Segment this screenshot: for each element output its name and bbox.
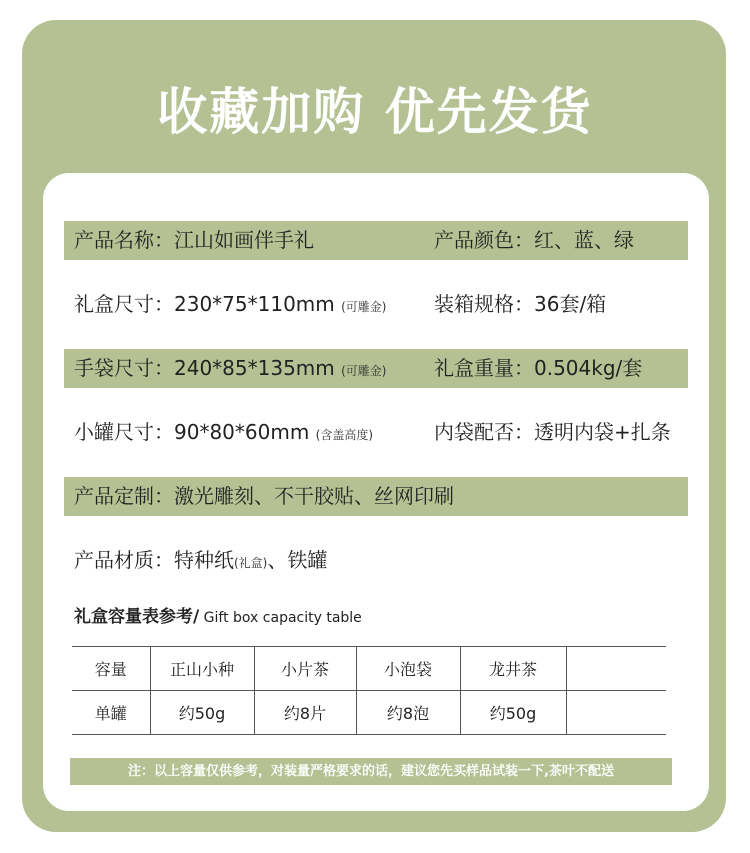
material-suffix: 、铁罐: [267, 548, 328, 572]
box-size: [74, 285, 387, 324]
bag-size-note: (可雕金): [341, 364, 387, 378]
spec-row-customization: [64, 477, 688, 516]
box-weight: 礼盒重量：0.504kg/套: [434, 356, 643, 380]
product-color: 产品颜色：红、蓝、绿: [434, 228, 634, 252]
box-size-note: (可雕金): [341, 300, 387, 314]
table-cell: [566, 691, 666, 735]
capacity-table-heading-cn: 礼盒容量表参考/: [74, 607, 200, 627]
bag-size: [74, 349, 387, 388]
table-cell: 容量: [72, 647, 150, 691]
material-value: 产品材质：特种纸: [74, 548, 234, 572]
material: [74, 541, 327, 580]
table-cell: 小泡袋: [356, 647, 460, 691]
table-cell: 小片茶: [254, 647, 356, 691]
capacity-table-heading: [74, 602, 362, 627]
spec-row-material: [64, 541, 688, 580]
material-note: (礼盒): [234, 556, 268, 570]
bag-size-value: 手袋尺寸：240*85*135mm: [74, 356, 342, 380]
inner-bag: 内袋配否：透明内袋+扎条: [434, 420, 671, 444]
capacity-table-heading-en: Gift box capacity table: [199, 610, 362, 626]
table-cell: 约8泡: [356, 691, 460, 735]
table-row: [72, 691, 666, 735]
capacity-note: 注：以上容量仅供参考，对装量严格要求的话，建议您先买样品试装一下,茶叶不配送: [70, 758, 672, 785]
product-name: 产品名称：江山如画伴手礼: [74, 228, 314, 252]
spec-row-name-color: [64, 221, 688, 260]
table-row: [72, 647, 666, 691]
packing-spec: 装箱规格：36套/箱: [434, 292, 607, 316]
table-cell: 龙井茶: [460, 647, 566, 691]
spec-row-bag-size: [64, 349, 688, 388]
can-size: [74, 413, 373, 452]
can-size-value: 小罐尺寸：90*80*60mm: [74, 420, 316, 444]
table-cell: 正山小种: [150, 647, 254, 691]
customization: 产品定制：激光雕刻、不干胶贴、丝网印刷: [74, 484, 454, 508]
table-cell: [566, 647, 666, 691]
can-size-note: (含盖高度): [315, 428, 374, 442]
page-title: 收藏加购 优先发货: [157, 83, 593, 141]
capacity-table: [72, 646, 666, 735]
table-cell: 单罐: [72, 691, 150, 735]
spec-row-box-size: [64, 285, 688, 324]
table-cell: 约8片: [254, 691, 356, 735]
table-cell: 约50g: [150, 691, 254, 735]
table-cell: 约50g: [460, 691, 566, 735]
spec-row-can-size: [64, 413, 688, 452]
box-size-value: 礼盒尺寸：230*75*110mm: [74, 292, 342, 316]
